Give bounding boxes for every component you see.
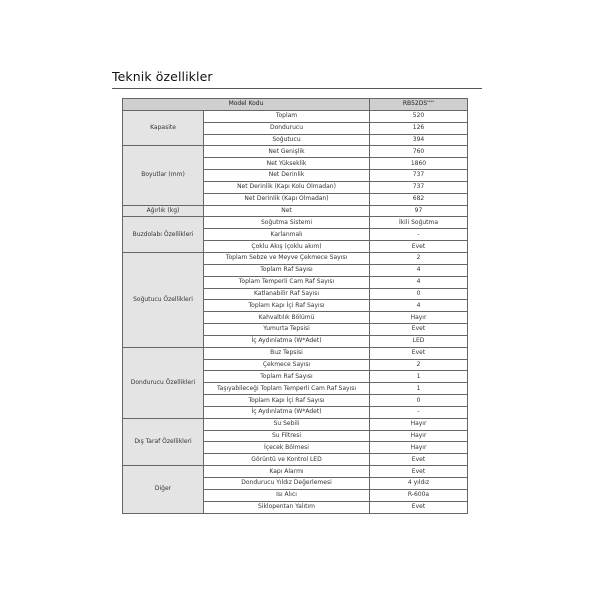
feature-cell: Soğutucu (204, 134, 370, 146)
value-cell: 682 (370, 193, 468, 205)
value-cell: 126 (370, 122, 468, 134)
feature-cell: Dondurucu Yıldız Değerlemesi (204, 478, 370, 490)
group-label: Dondurucu Özellikleri (123, 347, 204, 418)
value-cell: R-600a (370, 489, 468, 501)
value-cell: Evet (370, 454, 468, 466)
table-row (123, 466, 468, 478)
feature-cell: İç Aydınlatma (W*Adet) (204, 406, 370, 418)
feature-cell: Net Derinlik (Kapı Kolu Olmadan) (204, 181, 370, 193)
value-cell: - (370, 229, 468, 241)
page-title: Teknik özellikler (112, 69, 213, 84)
feature-cell: Isı Alıcı (204, 489, 370, 501)
value-cell: 0 (370, 395, 468, 407)
value-cell: Hayır (370, 442, 468, 454)
value-cell: Evet (370, 324, 468, 336)
feature-cell: Toplam Kapı İçi Raf Sayısı (204, 300, 370, 312)
feature-cell: Net Genişlik (204, 146, 370, 158)
table-row (123, 418, 468, 430)
feature-cell: Toplam Kapı İçi Raf Sayısı (204, 395, 370, 407)
value-cell: 1860 (370, 158, 468, 170)
value-cell: 2 (370, 359, 468, 371)
table-row (123, 110, 468, 122)
value-cell: LED (370, 335, 468, 347)
table-row (123, 146, 468, 158)
value-cell: 4 (370, 264, 468, 276)
group-label: Buzdolabı Özellikleri (123, 217, 204, 253)
feature-cell: Taşıyabileceği Toplam Temperli Cam Raf Sayısı (204, 383, 370, 395)
value-cell: 0 (370, 288, 468, 300)
group-label: Kapasite (123, 110, 204, 146)
group-label: Boyutlar (mm) (123, 146, 204, 205)
feature-cell: Çekmece Sayısı (204, 359, 370, 371)
feature-cell: Karlanmalı (204, 229, 370, 241)
value-cell: 4 yıldız (370, 478, 468, 490)
feature-cell: Siklopentan Yalıtım (204, 501, 370, 513)
feature-cell: Kapı Alarmı (204, 466, 370, 478)
group-label: Dış Taraf Özellikleri (123, 418, 204, 465)
value-cell: 520 (370, 110, 468, 122)
title-divider (112, 88, 482, 89)
header-model-code-label: Model Kodu (123, 99, 370, 111)
feature-cell: Yumurta Tepsisi (204, 324, 370, 336)
feature-cell: Toplam (204, 110, 370, 122)
feature-cell: Çoklu Akış (çoklu akım) (204, 241, 370, 253)
feature-cell: Dondurucu (204, 122, 370, 134)
feature-cell: Toplam Sebze ve Meyve Çekmece Sayısı (204, 252, 370, 264)
feature-cell: Katlanabilir Raf Sayısı (204, 288, 370, 300)
feature-cell: İç Aydınlatma (W*Adet) (204, 335, 370, 347)
model-name: RB52DS (402, 100, 428, 108)
value-cell: 4 (370, 276, 468, 288)
model-suffix: **** (427, 100, 435, 105)
table-row (123, 347, 468, 359)
value-cell: İkili Soğutma (370, 217, 468, 229)
feature-cell: Toplam Raf Sayısı (204, 264, 370, 276)
group-label: Diğer (123, 466, 204, 513)
feature-cell: İçecek Bölmesi (204, 442, 370, 454)
value-cell: Hayır (370, 312, 468, 324)
group-label: Soğutucu Özellikleri (123, 252, 204, 347)
value-cell: Evet (370, 347, 468, 359)
table-row (123, 217, 468, 229)
value-cell: Evet (370, 241, 468, 253)
feature-cell: Toplam Temperli Cam Raf Sayısı (204, 276, 370, 288)
feature-cell: Net (204, 205, 370, 217)
value-cell: 4 (370, 300, 468, 312)
value-cell: Hayır (370, 418, 468, 430)
spec-table-body (123, 110, 468, 513)
table-row (123, 252, 468, 264)
spec-table (122, 98, 468, 514)
group-label: Ağırlık (kg) (123, 205, 204, 217)
value-cell: Hayır (370, 430, 468, 442)
header-model-value (370, 99, 468, 111)
table-header-row (123, 99, 468, 111)
value-cell: 394 (370, 134, 468, 146)
value-cell: 737 (370, 170, 468, 182)
value-cell: 97 (370, 205, 468, 217)
feature-cell: Toplam Raf Sayısı (204, 371, 370, 383)
feature-cell: Su Sebili (204, 418, 370, 430)
feature-cell: Görüntü ve Kontrol LED (204, 454, 370, 466)
table-row (123, 205, 468, 217)
value-cell: 1 (370, 371, 468, 383)
value-cell: Evet (370, 501, 468, 513)
value-cell: 760 (370, 146, 468, 158)
value-cell: 2 (370, 252, 468, 264)
feature-cell: Su Filtresi (204, 430, 370, 442)
feature-cell: Net Derinlik (204, 170, 370, 182)
feature-cell: Kahvaltılık Bölümü (204, 312, 370, 324)
feature-cell: Net Derinlik (Kapı Olmadan) (204, 193, 370, 205)
feature-cell: Buz Tepsisi (204, 347, 370, 359)
value-cell: 1 (370, 383, 468, 395)
value-cell: 737 (370, 181, 468, 193)
feature-cell: Soğutma Sistemi (204, 217, 370, 229)
value-cell: Evet (370, 466, 468, 478)
value-cell: - (370, 406, 468, 418)
feature-cell: Net Yükseklik (204, 158, 370, 170)
